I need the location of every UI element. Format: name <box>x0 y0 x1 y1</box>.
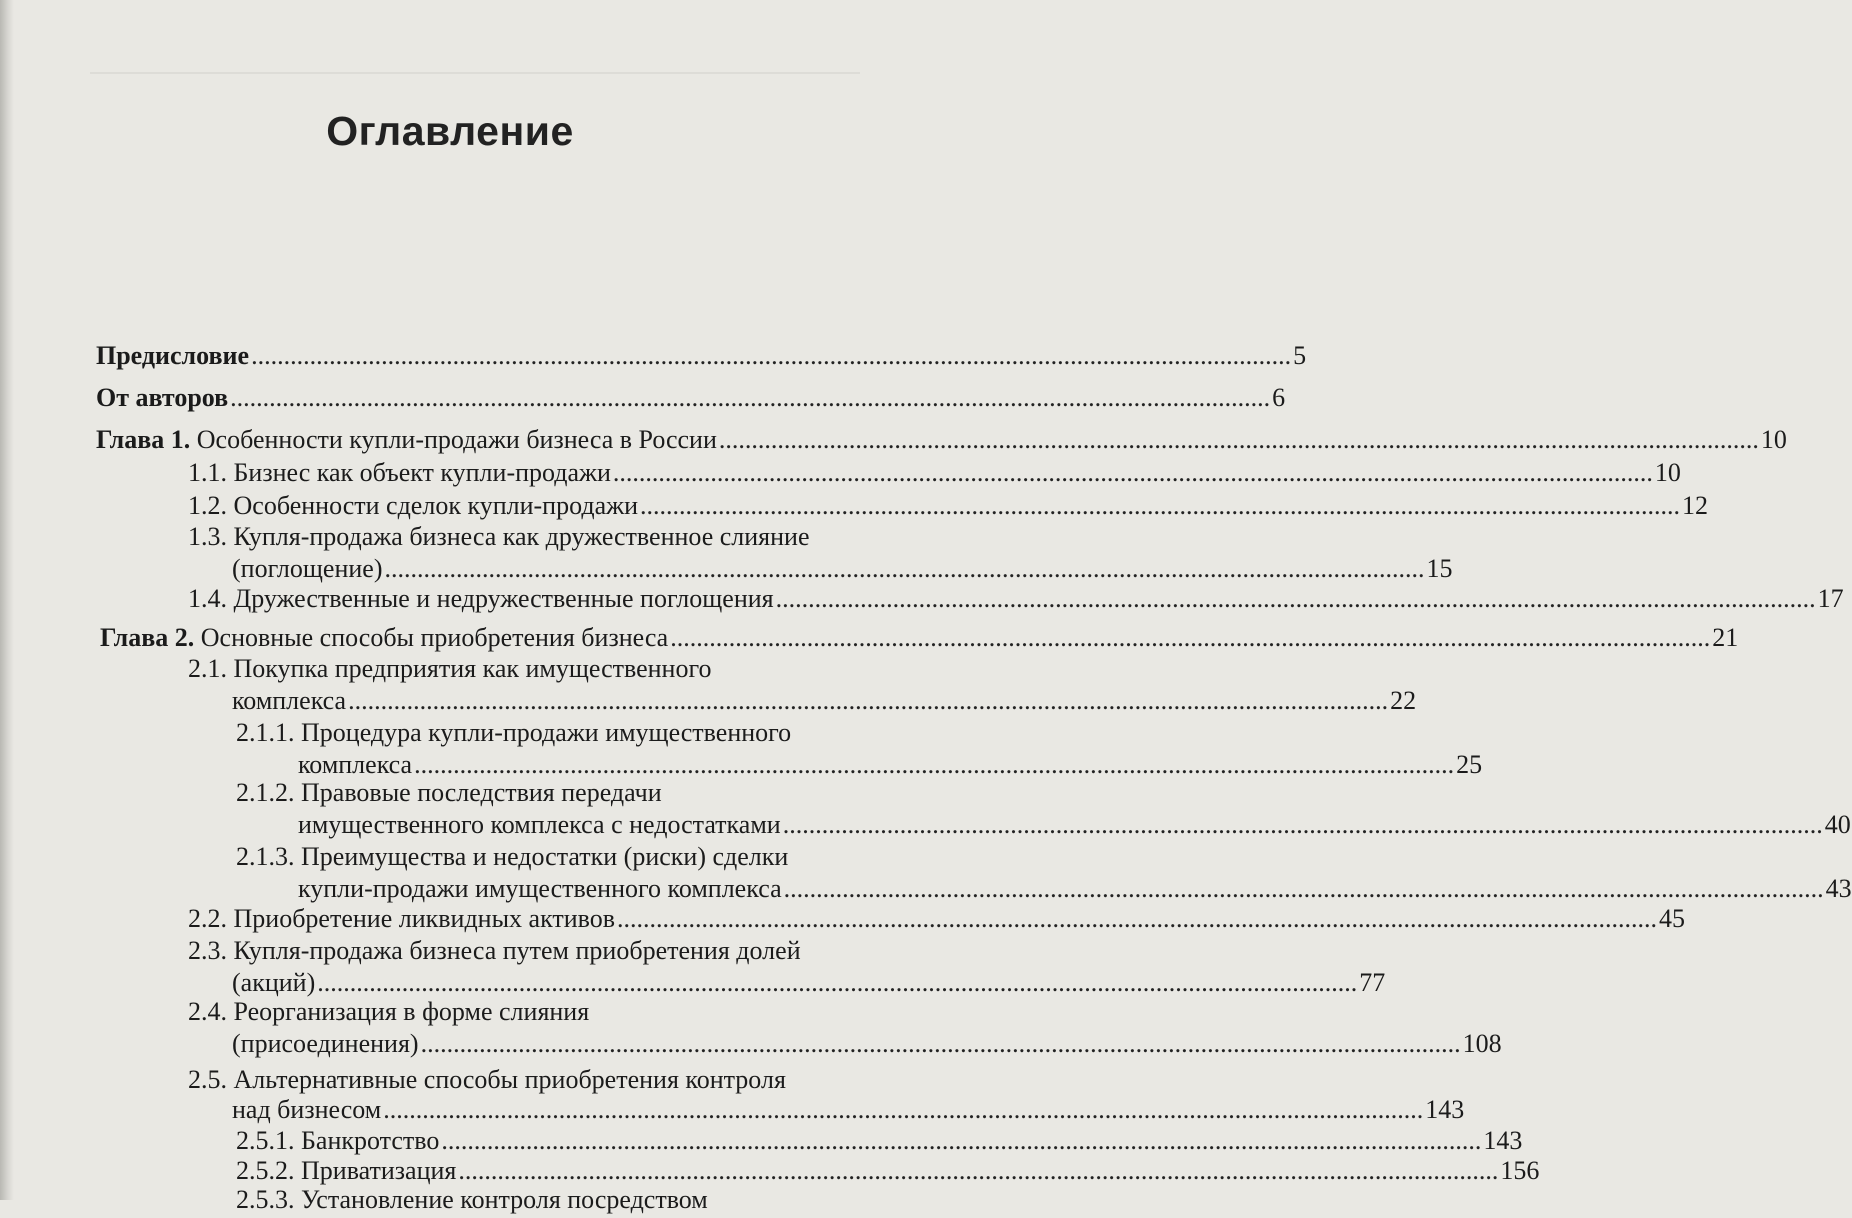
dot-leader: ................................................................................................................................................................ <box>414 750 1455 779</box>
section-number: 2.1. <box>188 654 227 683</box>
dot-leader: ................................................................................................................................................................ <box>384 554 1425 583</box>
toc-label-continued: купли-продажи имущественного комплекса <box>298 874 782 903</box>
page-title: Оглавление <box>326 108 574 154</box>
dot-leader: ................................................................................................................................................................ <box>617 904 1658 933</box>
toc-page: 43 <box>1825 874 1852 903</box>
section-number: 1.1. <box>188 458 227 487</box>
dot-leader: ................................................................................................................................................................ <box>251 341 1292 370</box>
toc-page: 17 <box>1817 584 1844 613</box>
dot-leader: ................................................................................................................................................................ <box>383 1095 1424 1124</box>
toc-page: 143 <box>1425 1095 1465 1124</box>
section-number: 1.2. <box>188 491 227 520</box>
section-number: 2.4. <box>188 997 227 1026</box>
dot-leader: ................................................................................................................................................................ <box>348 686 1389 715</box>
section-number: 2.3. <box>188 936 227 965</box>
toc-page: 22 <box>1390 686 1417 715</box>
toc-label: Приватизация <box>301 1156 457 1185</box>
section-number: 2.1.2. <box>236 778 295 807</box>
section-number: 2.2. <box>188 904 227 933</box>
toc-label-continued: (поглощение) <box>232 554 383 583</box>
dot-leader: ................................................................................................................................................................ <box>230 383 1271 412</box>
toc-page: 21 <box>1712 623 1739 652</box>
dot-leader: ................................................................................................................................................................ <box>718 425 1759 454</box>
toc-label: Предисловие <box>96 341 250 370</box>
toc-label-continued: комплекса <box>232 686 347 715</box>
toc-label: Особенности купли-продажи бизнеса в России <box>196 425 717 454</box>
chapter-prefix: Глава 2. <box>100 623 195 652</box>
toc-page: 10 <box>1654 458 1681 487</box>
toc-page: 15 <box>1426 554 1453 583</box>
toc-page: 156 <box>1500 1156 1540 1185</box>
section-number: 2.1.1. <box>236 718 295 747</box>
toc-page: 40 <box>1824 810 1851 839</box>
toc-page: 25 <box>1456 750 1483 779</box>
dot-leader: ................................................................................................................................................................ <box>420 1029 1461 1058</box>
toc-label: Основные способы приобретения бизнеса <box>200 623 669 652</box>
toc-label: Особенности сделок купли-продажи <box>233 491 638 520</box>
section-number: 1.4. <box>188 584 227 613</box>
section-number: 2.1.3. <box>236 842 295 871</box>
toc-label: Установление контроля посредством <box>301 1185 708 1214</box>
dot-leader: ................................................................................................................................................................ <box>782 810 1823 839</box>
toc-label: Альтернативные способы приобретения контроля <box>233 1065 786 1094</box>
dot-leader: ................................................................................................................................................................ <box>317 968 1358 997</box>
toc-label-continued: (акций) <box>232 968 316 997</box>
toc-label-continued: комплекса <box>298 750 413 779</box>
dot-leader: ................................................................................................................................................................ <box>612 458 1653 487</box>
chapter-prefix: Глава 1. <box>96 425 191 454</box>
section-number: 2.5.1. <box>236 1126 295 1155</box>
toc-label-continued: имущественного комплекса с недостатками <box>298 810 781 839</box>
toc-page: 5 <box>1293 341 1307 370</box>
toc-label-continued: над бизнесом <box>232 1095 382 1124</box>
section-number: 1.3. <box>188 522 227 551</box>
toc-page: 45 <box>1659 904 1686 933</box>
toc-page: 143 <box>1483 1126 1523 1155</box>
toc-label: Покупка предприятия как имущественного <box>233 654 712 683</box>
toc-label: Купля-продажа бизнеса путем приобретения долей <box>233 936 801 965</box>
dot-leader: ................................................................................................................................................................ <box>441 1126 1482 1155</box>
section-number: 2.5.3. <box>236 1185 295 1214</box>
section-number: 2.5.2. <box>236 1156 295 1185</box>
dot-leader: ................................................................................................................................................................ <box>458 1156 1499 1185</box>
toc-label: Правовые последствия передачи <box>301 778 662 807</box>
toc-page: 6 <box>1272 383 1286 412</box>
section-number: 2.5. <box>188 1065 227 1094</box>
toc-page: 77 <box>1359 968 1386 997</box>
toc-label: Бизнес как объект купли-продажи <box>233 458 611 487</box>
dot-leader: ................................................................................................................................................................ <box>783 874 1824 903</box>
toc-label: Банкротство <box>301 1126 440 1155</box>
toc-label: Процедура купли-продажи имущественного <box>301 718 792 747</box>
dot-leader: ................................................................................................................................................................ <box>670 623 1711 652</box>
toc-label: Дружественные и недружественные поглощения <box>233 584 774 613</box>
toc-label: Реорганизация в форме слияния <box>233 997 590 1026</box>
dot-leader: ................................................................................................................................................................ <box>775 584 1816 613</box>
toc-label: Преимущества и недостатки (риски) сделки <box>301 842 789 871</box>
toc-page: 108 <box>1462 1029 1502 1058</box>
toc-label: От авторов <box>96 383 229 412</box>
toc-label: Купля-продажа бизнеса как дружественное слияние <box>233 522 810 551</box>
dot-leader: ................................................................................................................................................................ <box>640 491 1680 520</box>
toc-page: 12 <box>1682 491 1708 520</box>
toc-label-continued: (присоединения) <box>232 1029 419 1058</box>
toc-label: Приобретение ликвидных активов <box>233 904 616 933</box>
toc-page: 10 <box>1760 425 1787 454</box>
